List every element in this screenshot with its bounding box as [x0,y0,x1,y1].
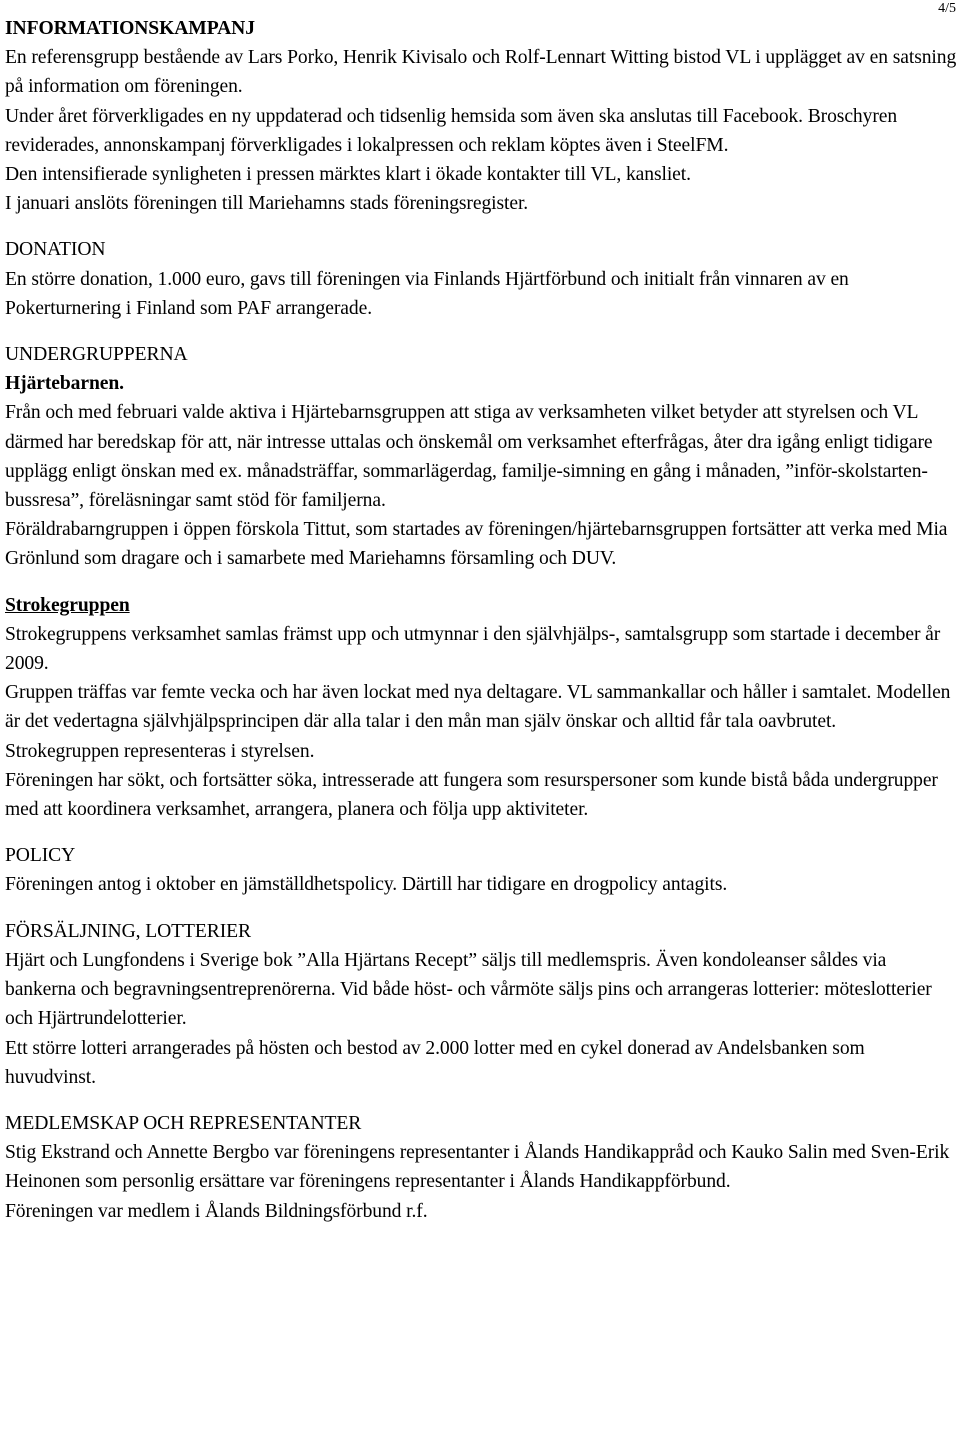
paragraph: Föreningen har sökt, och fortsätter söka, intresserade att fungera som resurspersoner som kunde bistå båda undergrupper med att koordinera verksamhet, arrangera, planera och följa upp aktiviteter. [5,769,938,821]
paragraph: Strokegruppen representeras i styrelsen. [5,740,315,762]
document-body [5,14,957,1243]
section-undergrupperna [5,340,957,574]
paragraph: En referensgrupp bestående av Lars Porko, Henrik Kivisalo och Rolf-Lennart Witting bistod VL i upplägget av en satsning på information om föreningen. [5,47,957,98]
section-heading: FÖRSÄLJNING, LOTTERIER [5,920,251,942]
section-donation [5,235,957,323]
section-policy [5,841,957,899]
paragraph: Föreningen var medlem i Ålands Bildningsförbund r.f. [5,1200,428,1222]
section-heading: UNDERGRUPPERNA [5,344,188,366]
paragraph: En större donation, 1.000 euro, gavs till föreningen via Finlands Hjärtförbund och initialt från vinnaren av en Pokerturnering i Finland som PAF arrangerade. [5,268,849,319]
page-number: 4/5 [938,1,956,16]
paragraph: Strokegruppens verksamhet samlas främst upp och utmynnar i den självhjälps-, samtalsgrupp som startade i december år 2009. [5,623,941,675]
paragraph: Den intensifierade synligheten i pressen märktes klart i ökade kontakter till VL, kansliet. [5,164,691,186]
paragraph: Föräldrabarngruppen i öppen förskola Tittut, som startades av föreningen/hjärtebarnsgruppen fortsätter att verka med Mia Grönlund som dragare och i samarbete med Mariehamns församling och DUV. [5,519,948,570]
section-strokegruppen [5,591,957,825]
section-forsaljning-lotterier [5,917,957,1092]
section-medlemskap-representanter [5,1109,957,1226]
paragraph: Gruppen träffas var femte vecka och har även lockat med nya deltagare. VL sammankallar och håller i samtalet. Modellen är det vedertagna självhjälpsprincipen där alla talar i den mån man själv önskar och alltid får tala oavbrutet. [5,682,951,733]
section-heading: INFORMATIONSKAMPANJ [5,18,255,39]
section-heading: POLICY [5,845,76,867]
section-heading: DONATION [5,239,106,261]
paragraph: Ett större lotteri arrangerades på hösten och bestod av 2.000 lotter med en cykel donerad av Andelsbanken som huvudvinst. [5,1037,865,1088]
paragraph: Hjärt och Lungfondens i Sverige bok ”Alla Hjärtans Recept” säljs till medlemspris. Även kondoleanser såldes via bankerna och begravningsentreprenörerna. Vid både höst- och vårmöte säljs pins och arrangeras lotterier: möteslotterier och Hjärtrundelotterier. [5,949,932,1030]
subsection-heading: Hjärtebarnen. [5,373,124,395]
paragraph: Föreningen antog i oktober en jämställdhetspolicy. Därtill har tidigare en drogpolicy antagits. [5,874,728,896]
paragraph: Från och med februari valde aktiva i Hjärtebarnsgruppen att stiga av verksamheten vilket betyder att styrelsen och VL därmed har beredskap för att, när intresse uttalas och önskemål om verksamhet efterfrågas, åter dra igång enligt tidigare upplägg enligt önskan med ex. månadsträffar, sommarlägerdag, familje-simning en gång i månaden, ”inför-skolstarten-bussresa”, föreläsningar samt stöd för familjerna. [5,402,933,512]
subsection-heading: Strokegruppen [5,594,130,616]
section-heading: MEDLEMSKAP OCH REPRESENTANTER [5,1112,362,1134]
paragraph: Under året förverkligades en ny uppdaterad och tidsenlig hemsida som även ska anslutas till Facebook. Broschyren reviderades, annonskampanj förverkligades i lokalpressen och reklam köptes även i SteelFM. [5,105,898,156]
section-informationskampanj [5,14,957,218]
paragraph: Stig Ekstrand och Annette Bergbo var föreningens representanter i Ålands Handikappråd och Kauko Salin med Sven-Erik Heinonen som personlig ersättare var föreningens representanter i Ålands Handikappförbund. [5,1142,950,1193]
paragraph: I januari anslöts föreningen till Mariehamns stads föreningsregister. [5,193,529,215]
